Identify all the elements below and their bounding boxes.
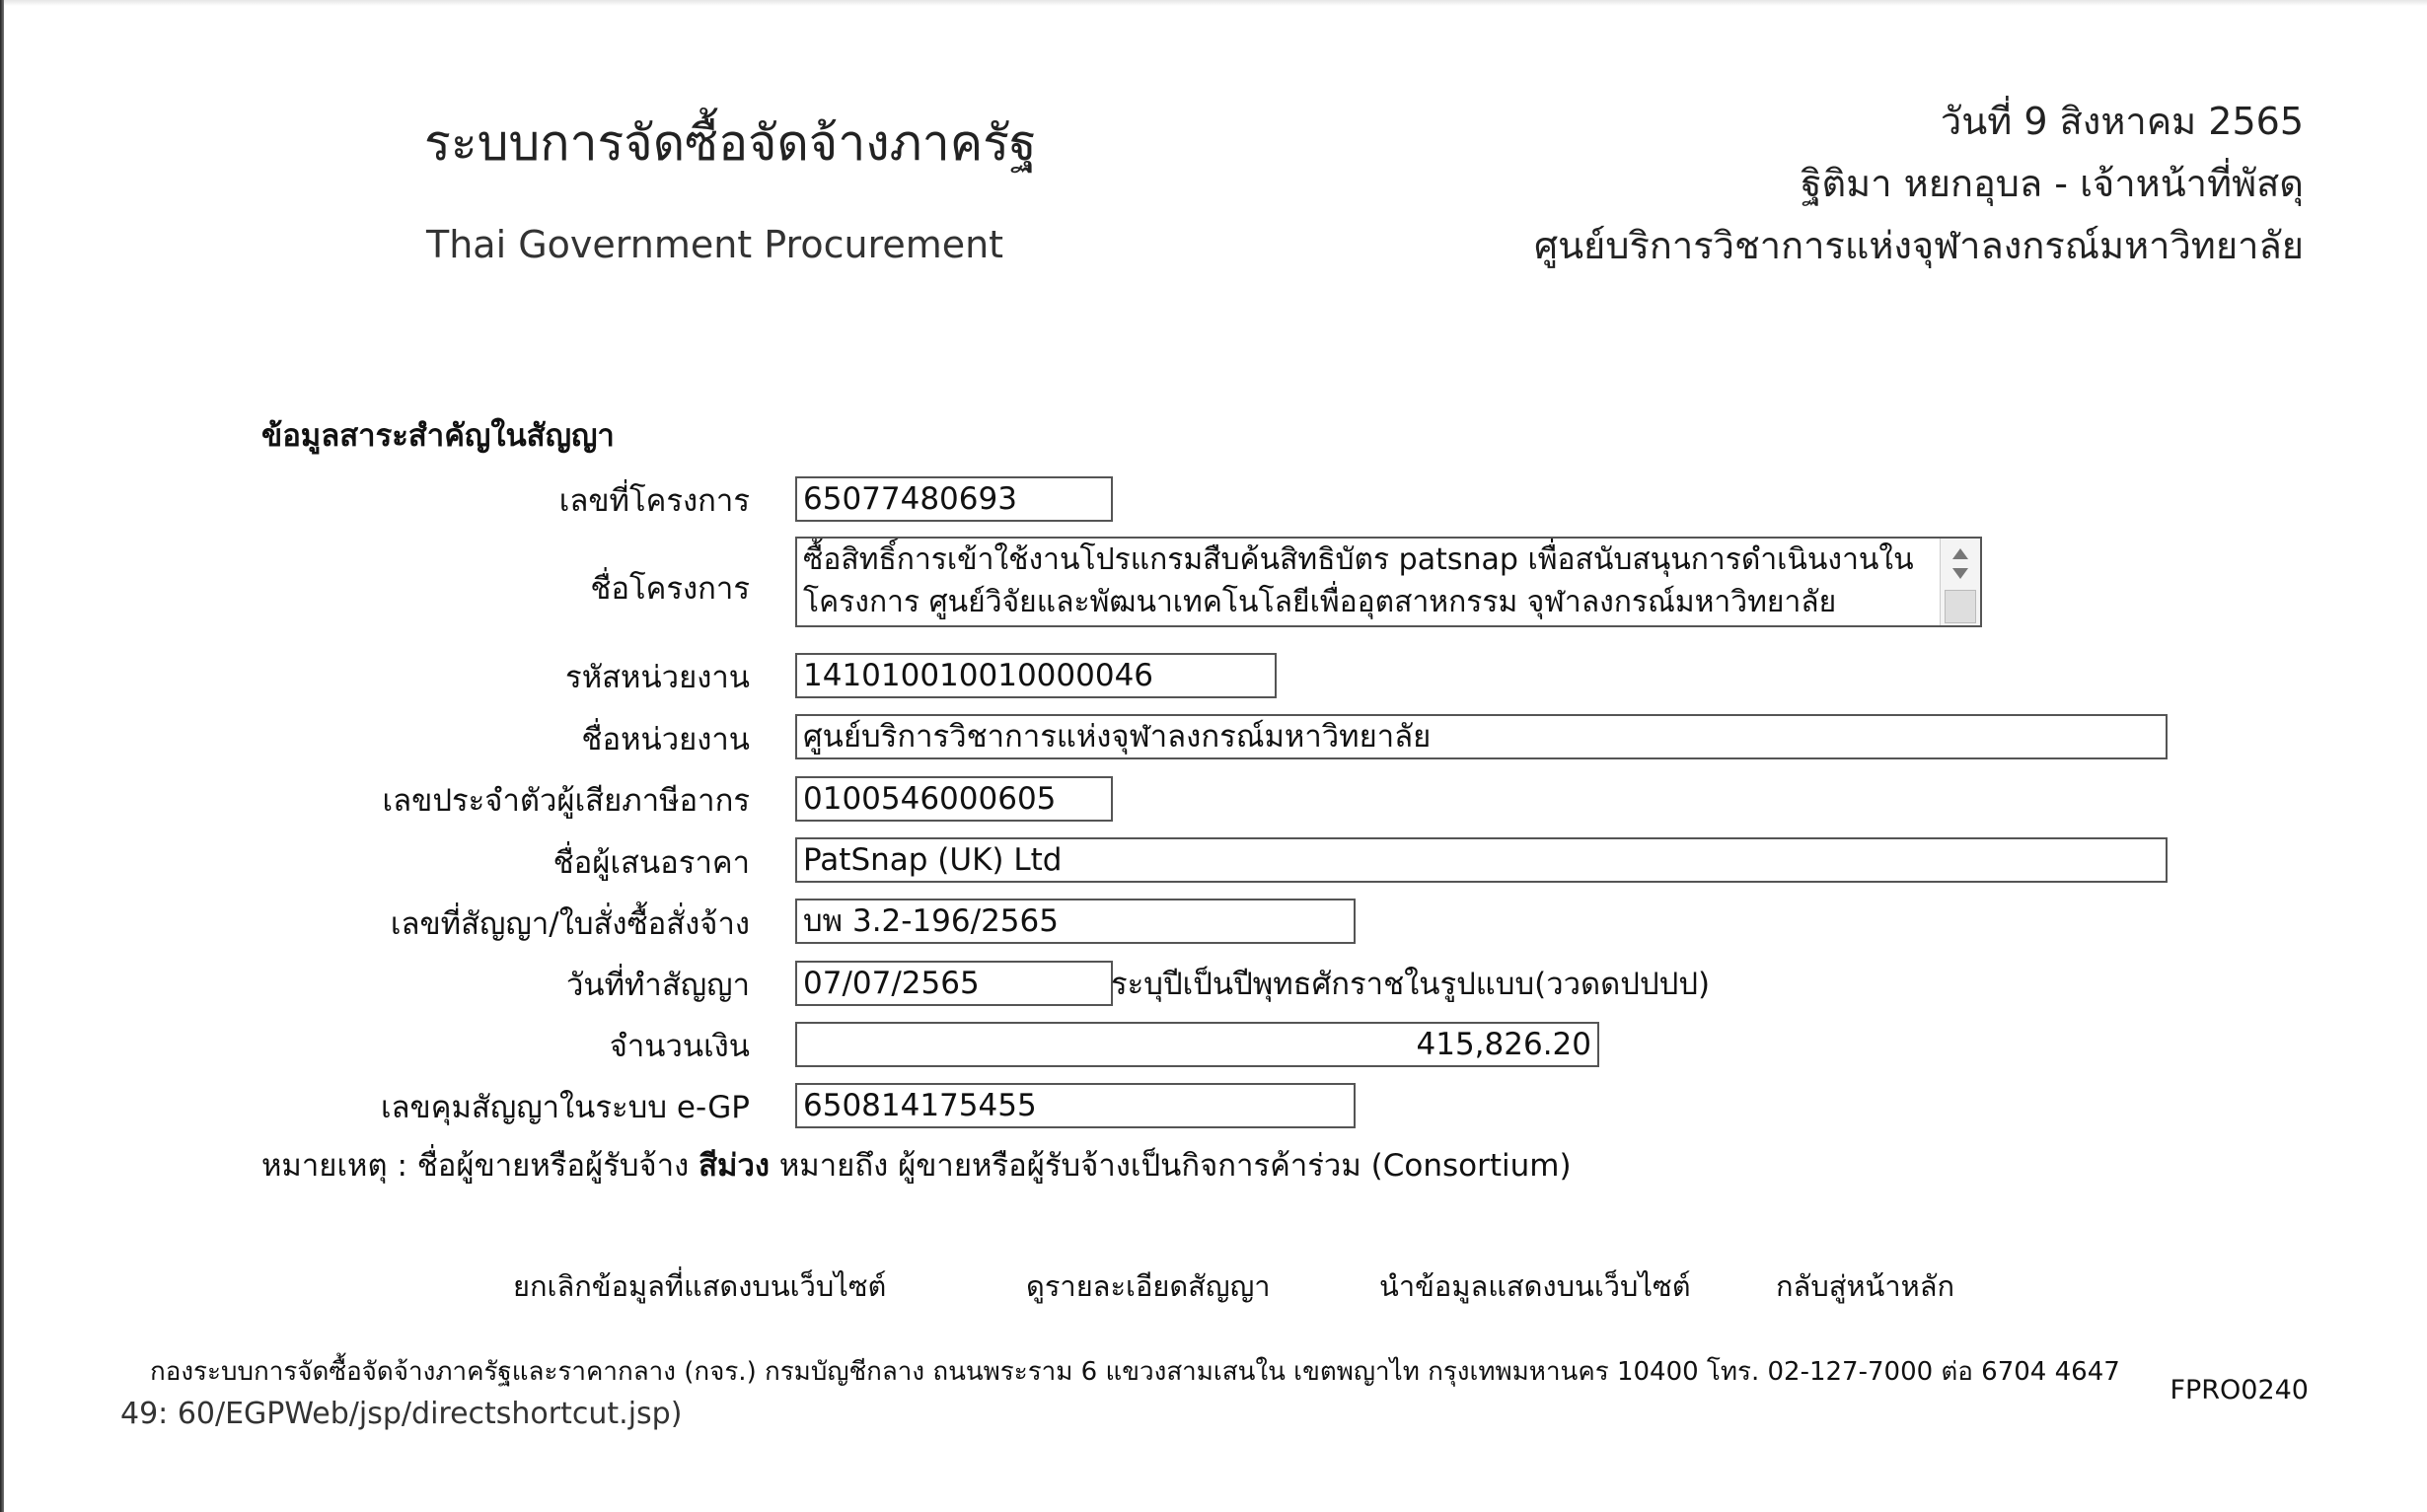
contract-date-label: วันที่ทำสัญญา (565, 968, 750, 1003)
system-title-english: Thai Government Procurement (426, 223, 1004, 266)
egp-control-no-field[interactable]: 650814175455 (795, 1083, 1356, 1128)
section-title: ข้อมูลสาระสำคัญในสัญญา (261, 418, 615, 454)
header-date: วันที่ 9 สิงหาคม 2565 (1940, 100, 2304, 143)
scan-top-shade (0, 0, 2427, 6)
footer-address: กองระบบการจัดซื้อจัดจ้างภาครัฐและราคากลาง (กจร.) กรมบัญชีกลาง ถนนพระราม 6 แขวงสามเสนใน เขตพญาไท กรุงเทพมหานคร 10400 โทร. 02-127-7000 ต่อ 6704 4647 (150, 1357, 2120, 1387)
cancel-website-data-button[interactable]: ยกเลิกข้อมูลที่แสดงบนเว็บไซต์ (513, 1269, 887, 1303)
project-no-label: เลขที่โครงการ (558, 483, 750, 519)
contract-no-field[interactable]: บพ 3.2-196/2565 (795, 899, 1356, 944)
contract-date-field[interactable]: 07/07/2565 (795, 961, 1113, 1006)
project-name-scrollbar[interactable] (1940, 539, 1980, 625)
bidder-name-field[interactable]: PatSnap (UK) Ltd (795, 837, 2168, 883)
project-no-field[interactable]: 65077480693 (795, 476, 1113, 522)
scroll-thumb[interactable] (1945, 590, 1976, 623)
amount-field[interactable]: 415,826.20 (795, 1022, 1599, 1067)
scan-left-edge (0, 0, 4, 1512)
project-name-label: ชื่อโครงการ (590, 571, 750, 607)
scroll-up-icon[interactable] (1952, 548, 1968, 559)
project-name-textarea[interactable] (795, 537, 1982, 627)
amount-label: จำนวนเงิน (609, 1029, 750, 1064)
print-url: 49: 60/EGPWeb/jsp/directshortcut.jsp) (120, 1397, 683, 1431)
system-title-thai: ระบบการจัดซื้อจัดจ้างภาครัฐ (424, 114, 1037, 172)
bidder-name-label: ชื่อผู้เสนอราคา (552, 845, 750, 881)
back-to-home-button[interactable]: กลับสู่หน้าหลัก (1776, 1269, 1955, 1303)
page-code: FPRO0240 (2170, 1375, 2309, 1405)
project-name-text: ซื้อสิทธิ์การเข้าใช้งานโปรแกรมสืบค้นสิทธิบัตร patsnap เพื่อสนับสนุนการดำเนินงานใน โครงการ ศูนย์วิจัยและพัฒนาเทคโนโลยีเพื่ออุตสาหกรรม จุฬาลงกรณ์มหาวิทยาลัย (803, 542, 1914, 619)
publish-to-website-button[interactable]: นำข้อมูลแสดงบนเว็บไซต์ (1379, 1269, 1691, 1303)
header-organization: ศูนย์บริการวิชาการแห่งจุฬาลงกรณ์มหาวิทยาลัย (1533, 224, 2304, 267)
egp-control-no-label: เลขคุมสัญญาในระบบ e-GP (380, 1090, 750, 1125)
note-suffix: หมายถึง ผู้ขายหรือผู้รับจ้างเป็นกิจการค้าร่วม (Consortium) (778, 1148, 1572, 1184)
consortium-note (261, 1146, 1572, 1186)
contract-no-label: เลขที่สัญญา/ใบสั่งซื้อสั่งจ้าง (390, 906, 750, 942)
note-highlight: สีม่วง (699, 1148, 771, 1184)
agency-name-field[interactable]: ศูนย์บริการวิชาการแห่งจุฬาลงกรณ์มหาวิทยาลัย (795, 714, 2168, 759)
note-prefix: หมายเหตุ : ชื่อผู้ขายหรือผู้รับจ้าง (261, 1148, 690, 1184)
contract-date-hint: ระบุปีเป็นปีพุทธศักราชในรูปแบบ(ววดดปปปป) (1111, 967, 1711, 1002)
view-contract-details-button[interactable]: ดูรายละเอียดสัญญา (1026, 1269, 1271, 1303)
tax-id-field[interactable]: 0100546000605 (795, 776, 1113, 822)
tax-id-label: เลขประจำตัวผู้เสียภาษีอากร (382, 783, 750, 819)
agency-name-label: ชื่อหน่วยงาน (581, 722, 750, 757)
agency-code-field[interactable]: 141010010010000046 (795, 653, 1277, 698)
scroll-down-icon[interactable] (1952, 568, 1968, 579)
agency-code-label: รหัสหน่วยงาน (565, 660, 750, 695)
header-user: ฐิติมา หยกอุบล - เจ้าหน้าที่พัสดุ (1801, 162, 2304, 205)
